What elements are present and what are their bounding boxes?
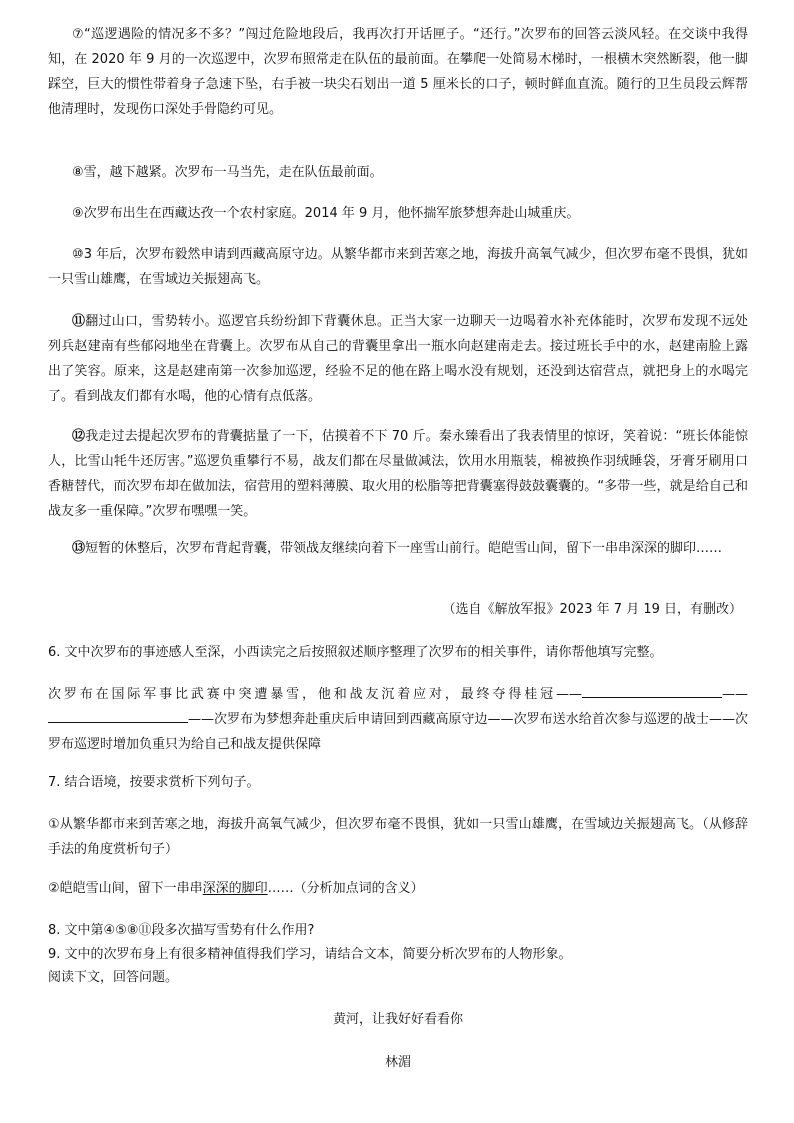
question-7-part-2-end: ……（分析加点词的含义） — [267, 881, 424, 896]
answer-blank-1[interactable] — [582, 683, 722, 698]
question-7-part-1: ①从繁华都市来到苦寒之地，海拔升高氧气减少，但次罗布毫不畏惧，犹如一只雪山雄鹰，在雪域边关振翅高飞。（从修辞手法的角度赏析句子） — [48, 817, 748, 857]
paragraph-10: ⑩3 年后，次罗布毅然申请到西藏高原守边。从繁华都市来到苦寒之地，海拔升高氧气减少，但次罗布毫不畏惧，犹如一只雪山雄鹰，在雪域边关振翅高飞。 — [48, 247, 748, 287]
paragraph-12-number: ⑫ — [72, 429, 86, 444]
paragraph-11-number: ⑪ — [72, 314, 86, 329]
paragraph-9: ⑨次罗布出生在西藏达孜一个农村家庭。2014 年 9 月，他怀揣军旅梦想奔赴山城重庆。 — [72, 206, 580, 221]
question-7-part-2-start: ②皑皑雪山间，留下一串串 — [48, 881, 203, 896]
question-7-part-2 — [48, 876, 748, 901]
dotted-phrase: 深深的脚印 — [202, 881, 268, 896]
question-6-chain — [48, 682, 748, 757]
question-6-chain-start: 次罗布在国际军事比武赛中突遭暴雪，他和战友沉着应对，最终夺得桂冠—— — [48, 687, 582, 702]
next-article-author: 林湄 — [384, 1055, 411, 1070]
paragraph-13-number: ⑬ — [72, 541, 86, 556]
paragraph-11-text: 翻过山口，雪势转小。巡逻官兵纷纷卸下背囊休息。正当大家一边聊天一边喝着水补充体能时，次罗布发现不远处列兵赵建南有些郁闷地坐在背囊上。次罗布从自己的背囊里拿出一瓶水向赵建南走去。接过班长手中的水，赵建南脸上露出了笑容。原来，这是赵建南第一次参加巡逻，经验不足的他在路上喝水没有规划，还没到达宿营点，就把身上的水喝完了。看到战友们都有水喝，他的心情有点低落。 — [48, 314, 748, 404]
paragraph-12-text: 我走过去提起次罗布的背囊掂量了一下，估摸着不下 70 斤。秦永臻看出了我表情里的惊讶，笑着说：“班长体能惊人，比雪山牦牛还厉害。”巡逻负重攀行不易，战友们都在尽量做减法，饮用水用瓶装，棉被换作羽绒睡袋，牙膏牙刷用口香糖替代，而次罗布却在做加法，宿营用的塑料薄膜、取火用的松脂等把背囊塞得鼓鼓囊囊的。“多带一些，就是给自己和战友多一重保障。”次罗布嘿嘿一笑。 — [48, 429, 748, 519]
question-6-dash: —— — [722, 687, 748, 702]
paragraph-13 — [48, 536, 748, 561]
question-7: 7. 结合语境，按要求赏析下列句子。 — [48, 775, 260, 790]
question-6-chain-end: ——次罗布为梦想奔赴重庆后申请回到西藏高原守边——次罗布送水给首次参与巡逻的战士——次罗布巡逻时增加负重只为给自己和战友提供保障 — [48, 712, 748, 752]
reading-instruction: 阅读下文，回答问题。 — [48, 970, 179, 985]
paragraph-8: ⑧雪，越下越紧。次罗布一马当先，走在队伍最前面。 — [72, 165, 383, 180]
next-article-title: 黄河，让我好好看看你 — [332, 1012, 463, 1027]
paragraph-7: ⑦“巡逻遇险的情况多不多？”闯过危险地段后，我再次打开话匣子。“还行。”次罗布的回答云淡风轻。在交谈中我得知，在 2020 年 9 月的一次巡逻中，次罗布照常走在队伍的最前面。在攀爬一处简易木梯时，一根横木突然断裂，他一脚踩空，巨大的惯性带着身子急速下坠，右手被一块尖石划出一道 5 厘米长的口子，顿时鲜血直流。随行的卫生员段云辉帮他清理时，发现伤口深处手骨隐约可见。 — [48, 27, 748, 117]
question-9: 9. 文中的次罗布身上有很多精神值得我们学习，请结合文本，简要分析次罗布的人物形象。 — [48, 947, 572, 962]
question-8: 8. 文中第④⑤⑧⑪段多次描写雪势有什么作用? — [48, 923, 315, 938]
source-citation: （选自《解放军报》2023 年 7 月 19 日，有删改） — [442, 602, 742, 617]
paragraph-12 — [48, 424, 748, 524]
answer-blank-2[interactable] — [48, 708, 188, 723]
question-6: 6. 文中次罗布的事迹感人至深，小西读完之后按照叙述顺序整理了次罗布的相关事件，请你帮他填写完整。 — [48, 645, 663, 660]
paragraph-11 — [48, 309, 748, 409]
paragraph-13-text: 短暂的休整后，次罗布背起背囊，带领战友继续向着下一座雪山前行。皑皑雪山间，留下一串串深深的脚印…… — [85, 541, 723, 556]
